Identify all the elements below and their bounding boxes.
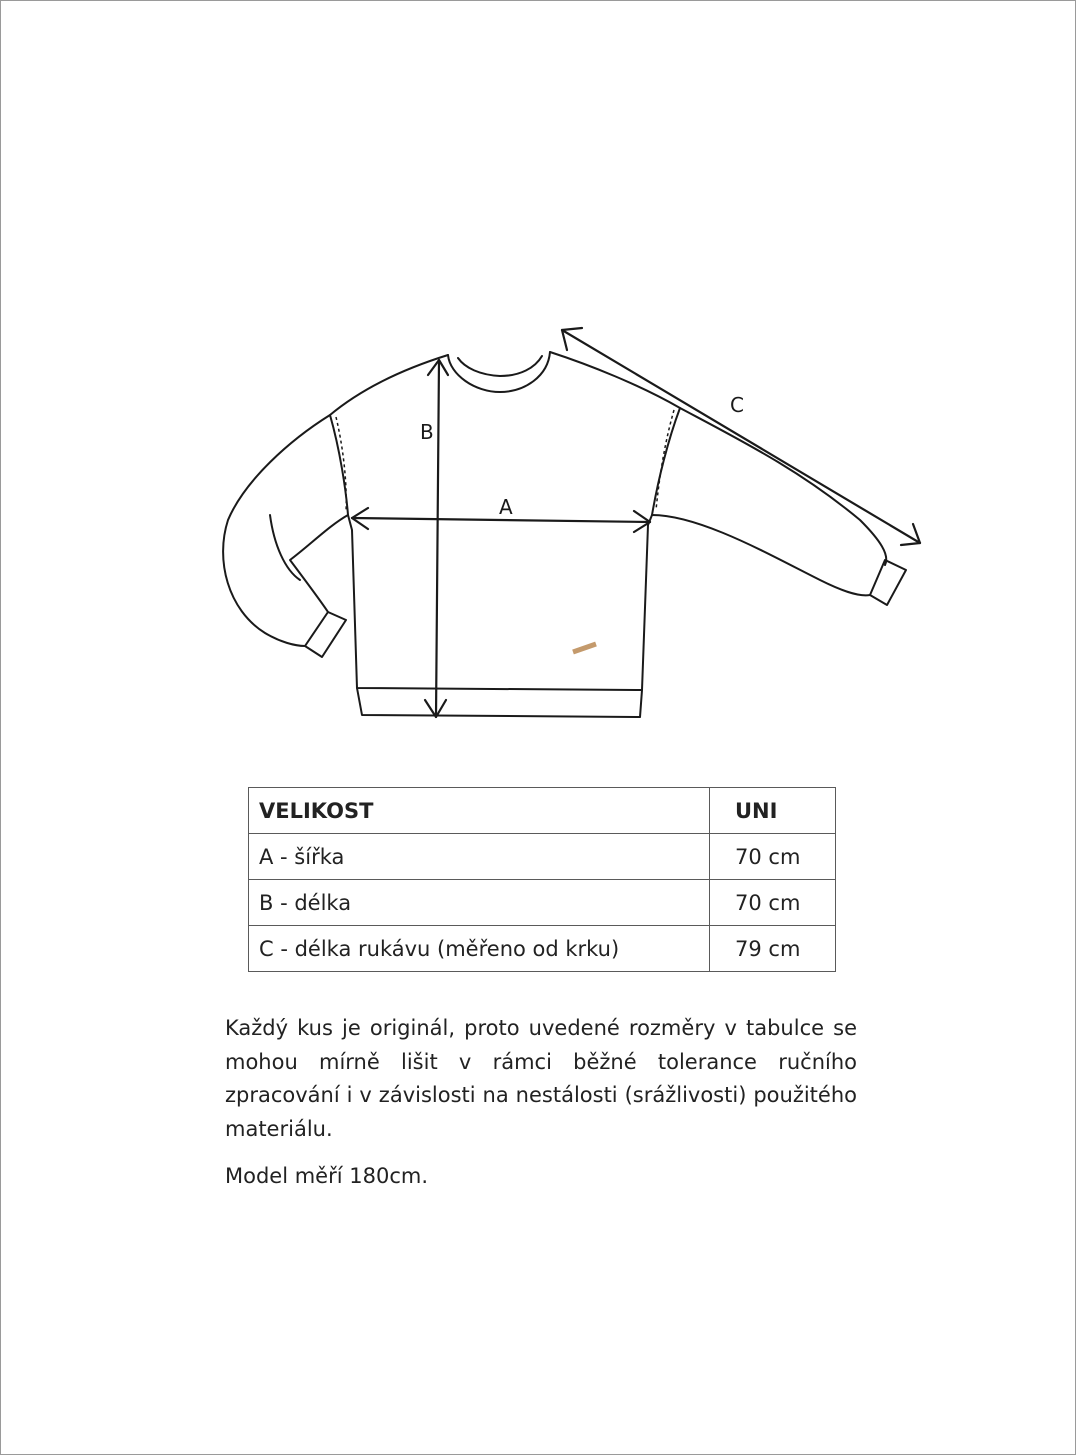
header-value: UNI [710, 788, 836, 834]
header-label: VELIKOST [249, 788, 710, 834]
left-sleeve-inner [290, 515, 348, 612]
left-sleeve-fold [270, 515, 300, 580]
label-a: A [499, 495, 513, 519]
table-row [249, 834, 836, 880]
size-table [248, 787, 836, 972]
right-sleeve [680, 408, 886, 565]
row-value: 79 cm [710, 926, 836, 972]
arrow-b-line [436, 360, 439, 717]
row-label: C - délka rukávu (měřeno od krku) [249, 926, 710, 972]
right-cuff [870, 560, 906, 605]
label-b: B [420, 420, 434, 444]
right-shoulder-seam [656, 410, 674, 510]
table-header-row [249, 788, 836, 834]
arrow-c-line [562, 330, 920, 543]
left-cuff [305, 612, 346, 657]
row-label: A - šířka [249, 834, 710, 880]
left-sleeve [223, 415, 330, 646]
collar [448, 352, 550, 392]
tolerance-note: Každý kus je originál, proto uvedené rozměry v tabulce se mohou mírně lišit v rámci běžné tolerance ručního zpracování i v závislosti na nestálosti (srážlivosti) použitého materiálu. [225, 1016, 857, 1141]
row-value: 70 cm [710, 834, 836, 880]
table-row [249, 880, 836, 926]
hem [357, 688, 642, 717]
model-height: Model měří 180cm. [225, 1164, 429, 1188]
row-value: 70 cm [710, 880, 836, 926]
label-tag [573, 644, 596, 652]
collar-inner [458, 356, 542, 376]
table-row [249, 926, 836, 972]
label-c: C [730, 393, 744, 417]
right-sleeve-inner [652, 515, 870, 595]
row-label: B - délka [249, 880, 710, 926]
